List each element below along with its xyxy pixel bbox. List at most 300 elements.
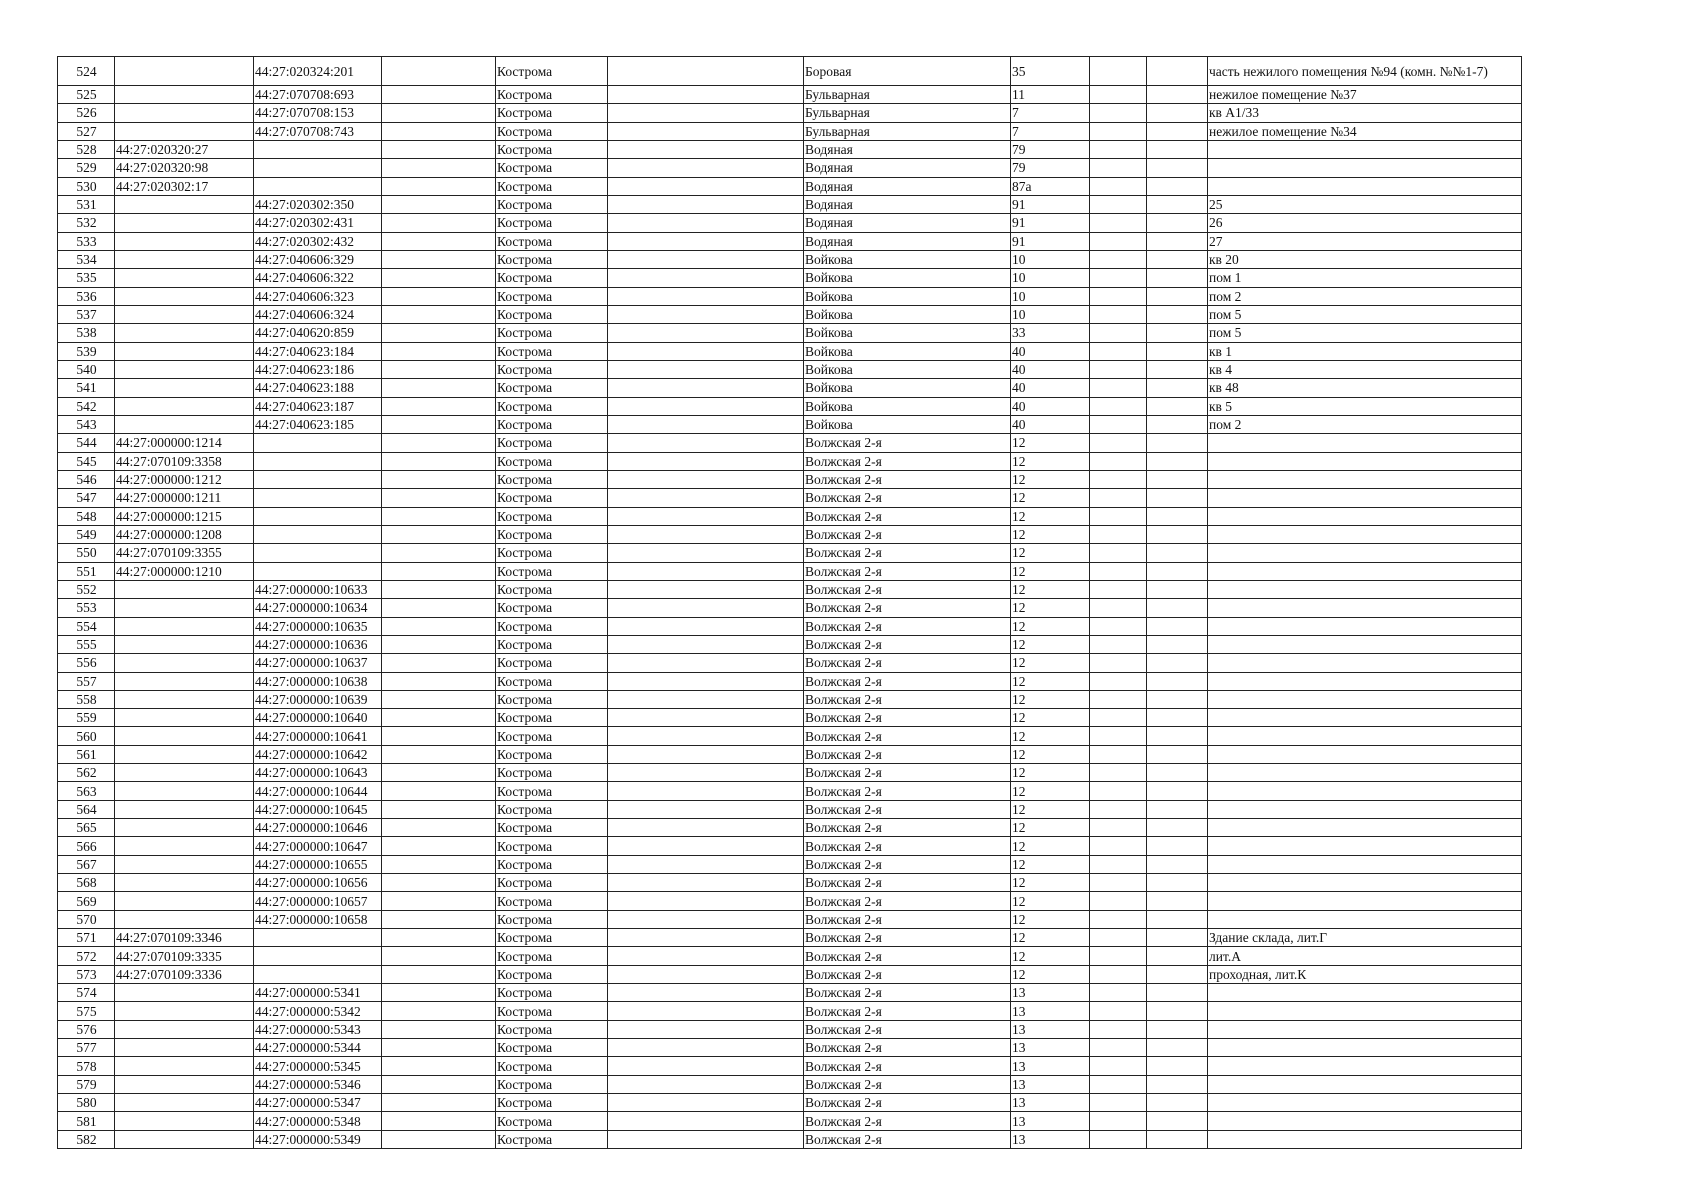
premises-description-cell: часть нежилого помещения №94 (комн. №№1-7) [1208, 57, 1522, 86]
city-cell: Кострома [496, 1020, 608, 1038]
empty-cell [1090, 947, 1147, 965]
empty-cell [1090, 397, 1147, 415]
empty-cell [608, 1094, 804, 1112]
property-cadastral-number-cell: 44:27:000000:10634 [254, 599, 382, 617]
street-cell: Водяная [804, 177, 1011, 195]
land-cadastral-number-cell [115, 250, 254, 268]
empty-cell [608, 1020, 804, 1038]
empty-cell [1090, 324, 1147, 342]
empty-cell [1147, 562, 1208, 580]
row-number-cell: 568 [58, 874, 115, 892]
row-number-cell: 525 [58, 86, 115, 104]
land-cadastral-number-cell [115, 599, 254, 617]
city-cell: Кострома [496, 1130, 608, 1148]
house-number-cell: 10 [1011, 250, 1090, 268]
table-row [58, 544, 1522, 562]
table-row [58, 910, 1522, 928]
land-cadastral-number-cell [115, 287, 254, 305]
empty-cell [382, 837, 496, 855]
empty-cell [608, 379, 804, 397]
empty-cell [1090, 1057, 1147, 1075]
row-number-cell: 537 [58, 305, 115, 323]
premises-description-cell [1208, 140, 1522, 158]
land-cadastral-number-cell: 44:27:070109:3346 [115, 929, 254, 947]
house-number-cell: 12 [1011, 434, 1090, 452]
house-number-cell: 13 [1011, 1075, 1090, 1093]
empty-cell [1090, 855, 1147, 873]
property-cadastral-number-cell: 44:27:040623:185 [254, 415, 382, 433]
table-row [58, 690, 1522, 708]
table-row [58, 489, 1522, 507]
property-cadastral-number-cell: 44:27:000000:10635 [254, 617, 382, 635]
empty-cell [1147, 214, 1208, 232]
property-cadastral-number-cell: 44:27:000000:5342 [254, 1002, 382, 1020]
row-number-cell: 563 [58, 782, 115, 800]
street-cell: Волжская 2-я [804, 507, 1011, 525]
empty-cell [608, 965, 804, 983]
empty-cell [1090, 57, 1147, 86]
premises-description-cell [1208, 690, 1522, 708]
table-row [58, 1112, 1522, 1130]
row-number-cell: 581 [58, 1112, 115, 1130]
city-cell: Кострома [496, 599, 608, 617]
city-cell: Кострома [496, 104, 608, 122]
property-cadastral-number-cell [254, 470, 382, 488]
empty-cell [608, 1057, 804, 1075]
premises-description-cell [1208, 910, 1522, 928]
house-number-cell: 35 [1011, 57, 1090, 86]
empty-cell [1090, 764, 1147, 782]
empty-cell [1090, 672, 1147, 690]
row-number-cell: 543 [58, 415, 115, 433]
house-number-cell: 13 [1011, 1057, 1090, 1075]
premises-description-cell: проходная, лит.К [1208, 965, 1522, 983]
street-cell: Волжская 2-я [804, 800, 1011, 818]
land-cadastral-number-cell [115, 1075, 254, 1093]
row-number-cell: 569 [58, 892, 115, 910]
house-number-cell: 12 [1011, 654, 1090, 672]
land-cadastral-number-cell [115, 690, 254, 708]
house-number-cell: 12 [1011, 525, 1090, 543]
street-cell: Волжская 2-я [804, 635, 1011, 653]
property-cadastral-number-cell: 44:27:000000:10657 [254, 892, 382, 910]
empty-cell [1090, 140, 1147, 158]
house-number-cell: 87а [1011, 177, 1090, 195]
empty-cell [608, 1130, 804, 1148]
row-number-cell: 571 [58, 929, 115, 947]
empty-cell [608, 415, 804, 433]
land-cadastral-number-cell: 44:27:020320:27 [115, 140, 254, 158]
empty-cell [1090, 635, 1147, 653]
land-cadastral-number-cell [115, 360, 254, 378]
row-number-cell: 575 [58, 1002, 115, 1020]
house-number-cell: 79 [1011, 159, 1090, 177]
street-cell: Волжская 2-я [804, 819, 1011, 837]
row-number-cell: 552 [58, 580, 115, 598]
row-number-cell: 580 [58, 1094, 115, 1112]
house-number-cell: 13 [1011, 1112, 1090, 1130]
row-number-cell: 541 [58, 379, 115, 397]
street-cell: Волжская 2-я [804, 947, 1011, 965]
street-cell: Волжская 2-я [804, 544, 1011, 562]
empty-cell [1147, 654, 1208, 672]
empty-cell [1090, 837, 1147, 855]
row-number-cell: 558 [58, 690, 115, 708]
empty-cell [1090, 819, 1147, 837]
property-cadastral-number-cell: 44:27:000000:10637 [254, 654, 382, 672]
empty-cell [1090, 287, 1147, 305]
house-number-cell: 10 [1011, 287, 1090, 305]
house-number-cell: 12 [1011, 800, 1090, 818]
property-cadastral-number-cell: 44:27:040620:859 [254, 324, 382, 342]
street-cell: Войкова [804, 360, 1011, 378]
empty-cell [382, 86, 496, 104]
street-cell: Волжская 2-я [804, 727, 1011, 745]
empty-cell [1090, 1039, 1147, 1057]
house-number-cell: 12 [1011, 507, 1090, 525]
house-number-cell: 12 [1011, 470, 1090, 488]
empty-cell [608, 305, 804, 323]
premises-description-cell [1208, 177, 1522, 195]
table-row [58, 709, 1522, 727]
row-number-cell: 545 [58, 452, 115, 470]
empty-cell [1090, 232, 1147, 250]
city-cell: Кострома [496, 580, 608, 598]
land-cadastral-number-cell: 44:27:020302:17 [115, 177, 254, 195]
empty-cell [608, 397, 804, 415]
row-number-cell: 539 [58, 342, 115, 360]
empty-cell [608, 507, 804, 525]
empty-cell [382, 195, 496, 213]
row-number-cell: 567 [58, 855, 115, 873]
premises-description-cell: 27 [1208, 232, 1522, 250]
land-cadastral-number-cell [115, 1039, 254, 1057]
city-cell: Кострома [496, 764, 608, 782]
property-cadastral-number-cell: 44:27:040623:186 [254, 360, 382, 378]
land-cadastral-number-cell: 44:27:000000:1208 [115, 525, 254, 543]
city-cell: Кострома [496, 1112, 608, 1130]
table-row [58, 1094, 1522, 1112]
empty-cell [1147, 397, 1208, 415]
empty-cell [1090, 122, 1147, 140]
land-cadastral-number-cell [115, 984, 254, 1002]
house-number-cell: 13 [1011, 1020, 1090, 1038]
city-cell: Кострома [496, 1075, 608, 1093]
land-cadastral-number-cell [115, 654, 254, 672]
city-cell: Кострома [496, 782, 608, 800]
house-number-cell: 12 [1011, 617, 1090, 635]
empty-cell [1147, 910, 1208, 928]
city-cell: Кострома [496, 745, 608, 763]
table-row [58, 287, 1522, 305]
land-cadastral-number-cell [115, 86, 254, 104]
property-cadastral-number-cell [254, 507, 382, 525]
city-cell: Кострома [496, 984, 608, 1002]
empty-cell [382, 782, 496, 800]
land-cadastral-number-cell [115, 580, 254, 598]
city-cell: Кострома [496, 324, 608, 342]
empty-cell [1090, 654, 1147, 672]
table-row [58, 305, 1522, 323]
empty-cell [608, 57, 804, 86]
premises-description-cell [1208, 709, 1522, 727]
row-number-cell: 538 [58, 324, 115, 342]
property-cadastral-number-cell: 44:27:000000:10645 [254, 800, 382, 818]
house-number-cell: 13 [1011, 1039, 1090, 1057]
table-row [58, 342, 1522, 360]
table-row [58, 599, 1522, 617]
city-cell: Кострома [496, 837, 608, 855]
table-row [58, 562, 1522, 580]
empty-cell [382, 342, 496, 360]
table-body [58, 57, 1522, 1149]
empty-cell [382, 709, 496, 727]
empty-cell [1090, 415, 1147, 433]
house-number-cell: 40 [1011, 360, 1090, 378]
property-cadastral-number-cell: 44:27:070708:153 [254, 104, 382, 122]
empty-cell [382, 250, 496, 268]
empty-cell [382, 379, 496, 397]
street-cell: Волжская 2-я [804, 580, 1011, 598]
premises-description-cell: кв 20 [1208, 250, 1522, 268]
empty-cell [382, 1075, 496, 1093]
land-cadastral-number-cell [115, 635, 254, 653]
empty-cell [608, 86, 804, 104]
premises-description-cell: лит.А [1208, 947, 1522, 965]
city-cell: Кострома [496, 1057, 608, 1075]
land-cadastral-number-cell: 44:27:020320:98 [115, 159, 254, 177]
empty-cell [1147, 855, 1208, 873]
empty-cell [608, 599, 804, 617]
property-cadastral-number-cell [254, 177, 382, 195]
empty-cell [1147, 86, 1208, 104]
city-cell: Кострома [496, 140, 608, 158]
empty-cell [382, 874, 496, 892]
table-row [58, 452, 1522, 470]
land-cadastral-number-cell [115, 1020, 254, 1038]
empty-cell [1090, 745, 1147, 763]
table-row [58, 232, 1522, 250]
city-cell: Кострома [496, 452, 608, 470]
row-number-cell: 564 [58, 800, 115, 818]
row-number-cell: 554 [58, 617, 115, 635]
empty-cell [608, 360, 804, 378]
empty-cell [1147, 232, 1208, 250]
premises-description-cell [1208, 434, 1522, 452]
row-number-cell: 573 [58, 965, 115, 983]
empty-cell [1147, 305, 1208, 323]
premises-description-cell [1208, 1002, 1522, 1020]
empty-cell [1090, 507, 1147, 525]
row-number-cell: 531 [58, 195, 115, 213]
empty-cell [382, 580, 496, 598]
empty-cell [608, 324, 804, 342]
empty-cell [1147, 434, 1208, 452]
land-cadastral-number-cell [115, 269, 254, 287]
property-cadastral-number-cell: 44:27:000000:10636 [254, 635, 382, 653]
property-cadastral-number-cell: 44:27:000000:5349 [254, 1130, 382, 1148]
table-row [58, 159, 1522, 177]
empty-cell [1090, 379, 1147, 397]
table-row [58, 415, 1522, 433]
empty-cell [382, 965, 496, 983]
land-cadastral-number-cell: 44:27:000000:1212 [115, 470, 254, 488]
street-cell: Волжская 2-я [804, 874, 1011, 892]
land-cadastral-number-cell [115, 1057, 254, 1075]
empty-cell [1147, 287, 1208, 305]
city-cell: Кострома [496, 1002, 608, 1020]
empty-cell [1090, 984, 1147, 1002]
empty-cell [382, 1057, 496, 1075]
premises-description-cell [1208, 819, 1522, 837]
empty-cell [608, 874, 804, 892]
empty-cell [1090, 1002, 1147, 1020]
premises-description-cell: пом 5 [1208, 324, 1522, 342]
street-cell: Войкова [804, 269, 1011, 287]
land-cadastral-number-cell [115, 745, 254, 763]
empty-cell [1090, 910, 1147, 928]
table-row [58, 507, 1522, 525]
empty-cell [382, 360, 496, 378]
empty-cell [1090, 1112, 1147, 1130]
street-cell: Войкова [804, 342, 1011, 360]
row-number-cell: 533 [58, 232, 115, 250]
house-number-cell: 12 [1011, 782, 1090, 800]
table-row [58, 947, 1522, 965]
street-cell: Волжская 2-я [804, 525, 1011, 543]
property-cadastral-number-cell [254, 947, 382, 965]
property-cadastral-number-cell [254, 140, 382, 158]
street-cell: Волжская 2-я [804, 690, 1011, 708]
row-number-cell: 565 [58, 819, 115, 837]
empty-cell [1090, 562, 1147, 580]
table-row [58, 892, 1522, 910]
land-cadastral-number-cell: 44:27:000000:1210 [115, 562, 254, 580]
street-cell: Водяная [804, 159, 1011, 177]
premises-description-cell: нежилое помещение №34 [1208, 122, 1522, 140]
premises-description-cell: пом 5 [1208, 305, 1522, 323]
table-row [58, 635, 1522, 653]
street-cell: Волжская 2-я [804, 709, 1011, 727]
empty-cell [608, 709, 804, 727]
empty-cell [608, 250, 804, 268]
row-number-cell: 528 [58, 140, 115, 158]
table-row [58, 195, 1522, 213]
street-cell: Волжская 2-я [804, 745, 1011, 763]
house-number-cell: 12 [1011, 562, 1090, 580]
street-cell: Водяная [804, 232, 1011, 250]
empty-cell [608, 342, 804, 360]
street-cell: Волжская 2-я [804, 984, 1011, 1002]
empty-cell [382, 287, 496, 305]
empty-cell [1090, 1094, 1147, 1112]
empty-cell [382, 434, 496, 452]
property-cadastral-number-cell: 44:27:000000:10642 [254, 745, 382, 763]
street-cell: Волжская 2-я [804, 599, 1011, 617]
city-cell: Кострома [496, 1094, 608, 1112]
city-cell: Кострома [496, 635, 608, 653]
house-number-cell: 40 [1011, 415, 1090, 433]
empty-cell [382, 855, 496, 873]
table-row [58, 525, 1522, 543]
table-row [58, 1002, 1522, 1020]
property-cadastral-number-cell: 44:27:000000:10658 [254, 910, 382, 928]
row-number-cell: 576 [58, 1020, 115, 1038]
street-cell: Волжская 2-я [804, 855, 1011, 873]
empty-cell [382, 452, 496, 470]
property-cadastral-number-cell [254, 452, 382, 470]
property-cadastral-number-cell: 44:27:000000:5344 [254, 1039, 382, 1057]
row-number-cell: 577 [58, 1039, 115, 1057]
property-cadastral-number-cell: 44:27:040606:324 [254, 305, 382, 323]
house-number-cell: 12 [1011, 855, 1090, 873]
premises-description-cell [1208, 764, 1522, 782]
city-cell: Кострома [496, 910, 608, 928]
empty-cell [1147, 250, 1208, 268]
empty-cell [382, 910, 496, 928]
empty-cell [608, 819, 804, 837]
house-number-cell: 12 [1011, 837, 1090, 855]
empty-cell [1147, 342, 1208, 360]
property-cadastral-number-cell [254, 525, 382, 543]
premises-description-cell [1208, 984, 1522, 1002]
empty-cell [1090, 214, 1147, 232]
street-cell: Волжская 2-я [804, 892, 1011, 910]
house-number-cell: 12 [1011, 672, 1090, 690]
street-cell: Войкова [804, 287, 1011, 305]
empty-cell [1147, 140, 1208, 158]
land-cadastral-number-cell [115, 800, 254, 818]
land-cadastral-number-cell [115, 855, 254, 873]
premises-description-cell: кв 5 [1208, 397, 1522, 415]
row-number-cell: 544 [58, 434, 115, 452]
city-cell: Кострома [496, 195, 608, 213]
empty-cell [382, 489, 496, 507]
table-row [58, 57, 1522, 86]
house-number-cell: 12 [1011, 929, 1090, 947]
property-cadastral-number-cell: 44:27:040606:322 [254, 269, 382, 287]
land-cadastral-number-cell [115, 415, 254, 433]
empty-cell [608, 727, 804, 745]
empty-cell [382, 562, 496, 580]
house-number-cell: 12 [1011, 452, 1090, 470]
empty-cell [1090, 874, 1147, 892]
empty-cell [608, 214, 804, 232]
premises-description-cell [1208, 727, 1522, 745]
empty-cell [1147, 1130, 1208, 1148]
land-cadastral-number-cell [115, 305, 254, 323]
row-number-cell: 526 [58, 104, 115, 122]
premises-description-cell: кв 1 [1208, 342, 1522, 360]
house-number-cell: 12 [1011, 745, 1090, 763]
property-cadastral-number-cell: 44:27:020302:350 [254, 195, 382, 213]
premises-description-cell: кв 4 [1208, 360, 1522, 378]
premises-description-cell [1208, 874, 1522, 892]
row-number-cell: 570 [58, 910, 115, 928]
city-cell: Кострома [496, 874, 608, 892]
empty-cell [1147, 709, 1208, 727]
land-cadastral-number-cell: 44:27:070109:3335 [115, 947, 254, 965]
street-cell: Волжская 2-я [804, 562, 1011, 580]
empty-cell [382, 727, 496, 745]
empty-cell [608, 617, 804, 635]
land-cadastral-number-cell [115, 232, 254, 250]
house-number-cell: 12 [1011, 690, 1090, 708]
row-number-cell: 582 [58, 1130, 115, 1148]
premises-description-cell: пом 2 [1208, 287, 1522, 305]
empty-cell [1090, 782, 1147, 800]
empty-cell [1090, 800, 1147, 818]
